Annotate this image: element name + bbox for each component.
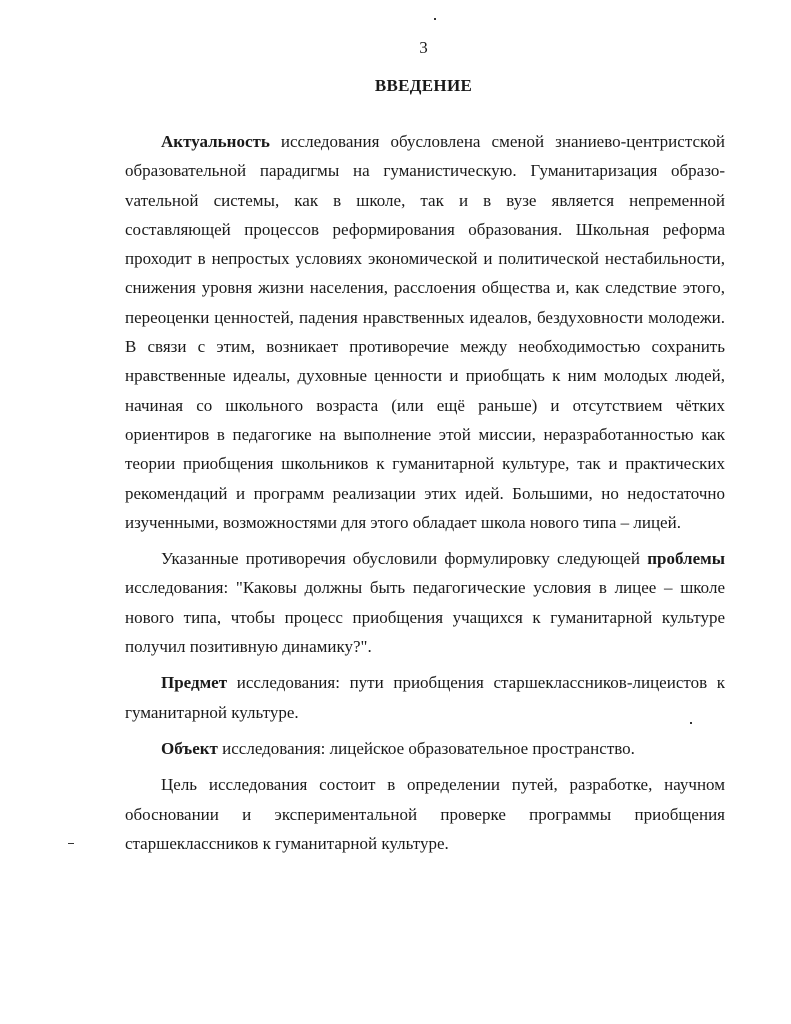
paragraph-text: исследования: "Каковы должны быть педагогические условия в лицее – школе нового типа, чтобы процесс приобщения учащихся к гуманитарной культуре получил позитивную динамику?". [125,578,725,657]
paragraph-lead: Предмет [161,673,228,693]
paragraph-text: Цель исследования состоит в определении путей, разработке, научном обосновании и экспериментальной проверке программы приобщения старшеклассников к гуманитарной культуре. [125,775,725,853]
document-body [125,127,725,858]
page-number: 3 [419,38,428,57]
paragraph-goal [125,770,725,858]
page-heading: ВВЕДЕНИЕ [374,76,473,95]
paragraph-text: исследования обусловлена сменой знаниево-центристской образовательной парадигмы на гуманистическую. Гуманитаризация образоvательной системы, как в школе, так и в вузе является непременной составляющей процессов реформирования образования. Школьная реформа проходит в непростых условиях экономической и политической нестабильности, снижения уровня жизни населения, расслоения общества и, как следствие этого, переоценки ценностей, падения нравственных идеалов, бездуховности молодежи. В связи с этим, возникает противоречие между необходимостью сохранить нравственные идеалы, духовные ценности и приобщать к ним молодых людей, начиная со школьного возраста (или ещё раньше) и отсутствием чётких ориентиров в педагогике на выполнение этой миссии, неразработанностью как теории приобщения школьников к гуманитарной культуре, так и практических рекомендаций и программ реализации этих идей. Большими, но недостаточно изученными, возможностями для этого обладает школа нового типа – лицей. [125,132,725,532]
paragraph-relevance [125,127,725,537]
scan-speck [434,18,436,20]
paragraph-text: исследования: лицейское образовательное пространство. [217,738,635,758]
scan-speck [68,843,74,844]
paragraph-object [125,734,725,763]
paragraph-text: исследования: пути приобщения старшеклассников-лицеистов к гуманитарной культуре. [125,673,725,722]
paragraph-pre: Указанные противоречия обусловили формулировку следующей [161,549,648,569]
paragraph-problem [125,544,725,661]
paragraph-subject [125,668,725,727]
paragraph-lead: Объект [161,738,218,758]
paragraph-lead: проблемы [647,549,725,569]
paragraph-lead: Актуальность [161,132,270,151]
